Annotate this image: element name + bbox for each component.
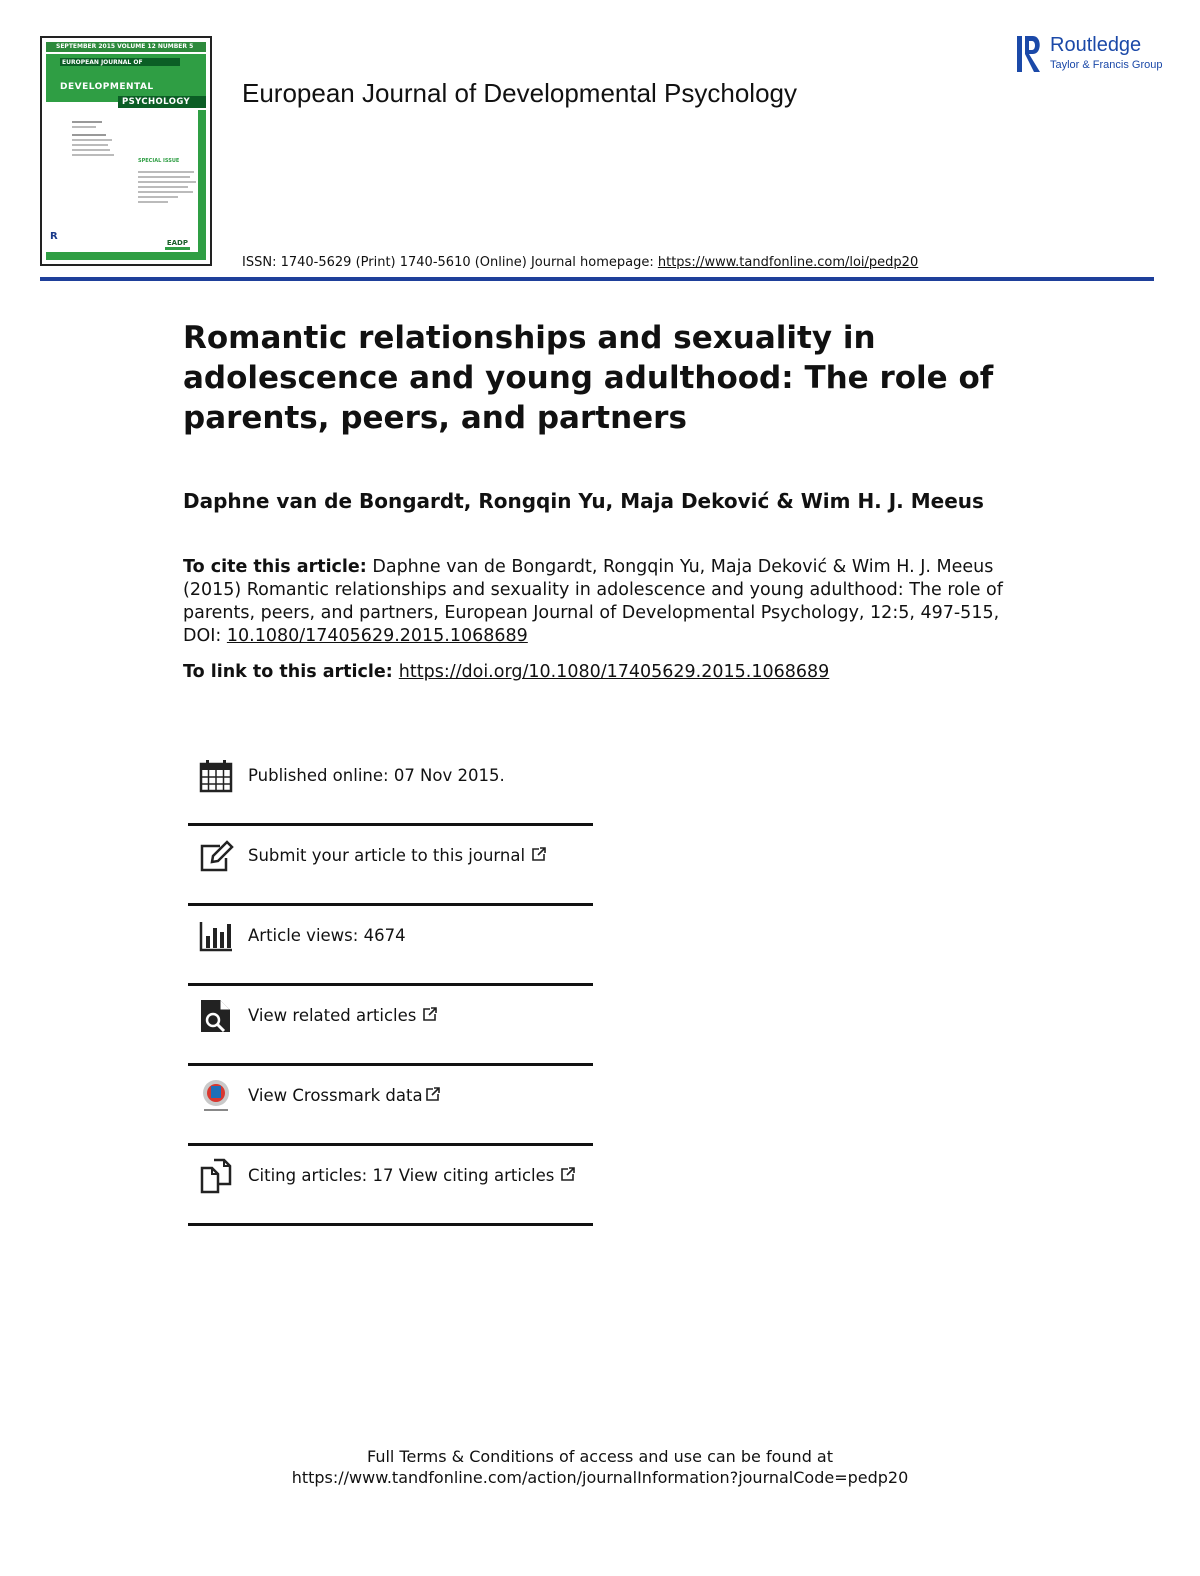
article-doi-url[interactable]: https://doi.org/10.1080/17405629.2015.1068689 bbox=[398, 662, 830, 682]
calendar-icon bbox=[198, 758, 234, 794]
published-date: Published online: 07 Nov 2015. bbox=[248, 766, 505, 785]
publisher-name: Routledge bbox=[1050, 34, 1142, 56]
citing-articles-text: Citing articles: 17 View citing articles bbox=[248, 1166, 555, 1185]
article-link-line bbox=[183, 662, 829, 682]
article-info-list bbox=[188, 746, 593, 1226]
external-link-icon bbox=[531, 846, 547, 862]
citing-articles-link[interactable] bbox=[248, 1166, 576, 1185]
cover-issue-label: SEPTEMBER 2015 VOLUME 12 NUMBER 5 bbox=[56, 43, 194, 50]
document-search-icon bbox=[198, 998, 234, 1034]
crossmark-text: View Crossmark data bbox=[248, 1086, 423, 1105]
footer-terms-url[interactable]: https://www.tandfonline.com/action/journalInformation?journalCode=pedp20 bbox=[291, 1468, 909, 1487]
article-title: Romantic relationships and sexuality in adolescence and young adulthood: The role of parents, peers, and partners bbox=[183, 320, 994, 436]
citation-block bbox=[183, 556, 1013, 648]
article-views: Article views: 4674 bbox=[248, 926, 406, 945]
journal-cover-thumbnail bbox=[40, 36, 212, 266]
cover-editors-block bbox=[72, 118, 122, 159]
crossmark-link[interactable] bbox=[248, 1086, 441, 1105]
issn-line bbox=[242, 255, 918, 270]
citing-documents-icon bbox=[198, 1158, 234, 1194]
crossmark-icon bbox=[198, 1078, 234, 1114]
footer-terms bbox=[0, 1446, 1200, 1488]
cover-special-issue: SPECIAL ISSUE bbox=[138, 158, 180, 164]
cite-text: Daphne van de Bongardt, Rongqin Yu, Maja Deković & Wim H. J. Meeus (2015) Romantic relationships and sexuality in adolescence and young adulthood: The role of parents, peers, and partners, European Journal of Developmental Psychology, 12:5, 497-515, DOI: bbox=[183, 557, 1003, 646]
cover-side-band bbox=[198, 110, 206, 256]
crossmark-row[interactable] bbox=[188, 1066, 593, 1146]
edit-icon bbox=[198, 838, 234, 874]
footer-line-1: Full Terms & Conditions of access and use can be found at bbox=[366, 1447, 834, 1466]
published-row bbox=[188, 746, 593, 826]
submit-article-text: Submit your article to this journal bbox=[248, 846, 526, 865]
journal-homepage-link[interactable]: https://www.tandfonline.com/loi/pedp20 bbox=[657, 255, 919, 270]
submit-article-link[interactable] bbox=[248, 846, 547, 865]
journal-title: European Journal of Developmental Psychology bbox=[242, 78, 798, 108]
link-label: To link to this article: bbox=[183, 662, 393, 682]
citing-row[interactable] bbox=[188, 1146, 593, 1226]
cover-title-line1: EUROPEAN JOURNAL OF bbox=[62, 59, 143, 66]
external-link-icon bbox=[560, 1166, 576, 1182]
article-authors: Daphne van de Bongardt, Rongqin Yu, Maja Deković & Wim H. J. Meeus bbox=[183, 489, 984, 513]
views-row bbox=[188, 906, 593, 986]
external-link-icon bbox=[422, 1006, 438, 1022]
related-articles-link[interactable] bbox=[248, 1006, 438, 1025]
submit-row[interactable] bbox=[188, 826, 593, 906]
cover-special-lines bbox=[138, 168, 198, 206]
issn-text: ISSN: 1740-5629 (Print) 1740-5610 (Online) Journal homepage: bbox=[242, 255, 658, 270]
doi-link[interactable]: 10.1080/17405629.2015.1068689 bbox=[226, 626, 528, 646]
cover-bottom-band bbox=[46, 252, 206, 260]
related-articles-text: View related articles bbox=[248, 1006, 417, 1025]
header-divider bbox=[40, 277, 1154, 281]
cover-title-line2: DEVELOPMENTAL bbox=[60, 82, 154, 92]
bar-chart-icon bbox=[198, 918, 234, 954]
cover-eadp-logo: EADP bbox=[165, 239, 190, 250]
cite-label: To cite this article: bbox=[183, 557, 367, 577]
routledge-r-icon bbox=[1016, 34, 1044, 74]
publisher-group: Taylor & Francis Group bbox=[1050, 59, 1163, 71]
external-link-icon bbox=[425, 1086, 441, 1102]
related-row[interactable] bbox=[188, 986, 593, 1066]
cover-title-line3: PSYCHOLOGY bbox=[122, 97, 191, 107]
cover-routledge-logo: R bbox=[50, 231, 58, 242]
